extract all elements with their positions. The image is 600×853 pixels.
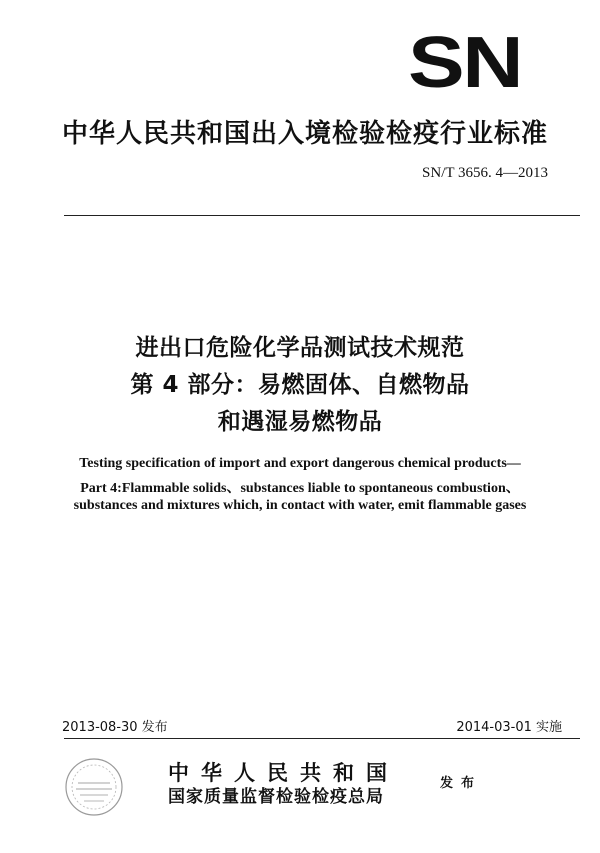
- english-title-line-2: Part 4:Flammable solids、substances liable to spontaneous combustion、: [80, 481, 520, 496]
- issuer-line-1: 中华人民共和国: [168, 761, 399, 785]
- standard-number: SN/T 3656. 4—2013: [422, 165, 548, 181]
- chinese-title-line-3: 和遇湿易燃物品: [217, 409, 383, 435]
- english-title-line-1: Testing specification of import and export dangerous chemical products—: [79, 456, 521, 471]
- bottom-divider: [64, 738, 580, 739]
- issuing-body-title: 中华人民共和国出入境检验检疫行业标准: [62, 119, 549, 149]
- chinese-title-line-1: 进出口危险化学品测试技术规范: [135, 335, 465, 361]
- seal-stamp-icon: [62, 755, 126, 819]
- implementation-date: 2014-03-01 实施: [456, 720, 562, 735]
- publish-label: 发布: [440, 776, 483, 791]
- sn-logo: SN: [408, 23, 522, 103]
- top-divider: [64, 215, 580, 216]
- issuer-line-2: 国家质量监督检验检疫总局: [168, 787, 384, 807]
- chinese-title-line-2: 第 4 部分：易燃固体、自燃物品: [130, 372, 470, 398]
- issue-date: 2013-08-30 发布: [62, 720, 168, 735]
- english-title-line-3: substances and mixtures which, in contact with water, emit flammable gases: [73, 498, 527, 513]
